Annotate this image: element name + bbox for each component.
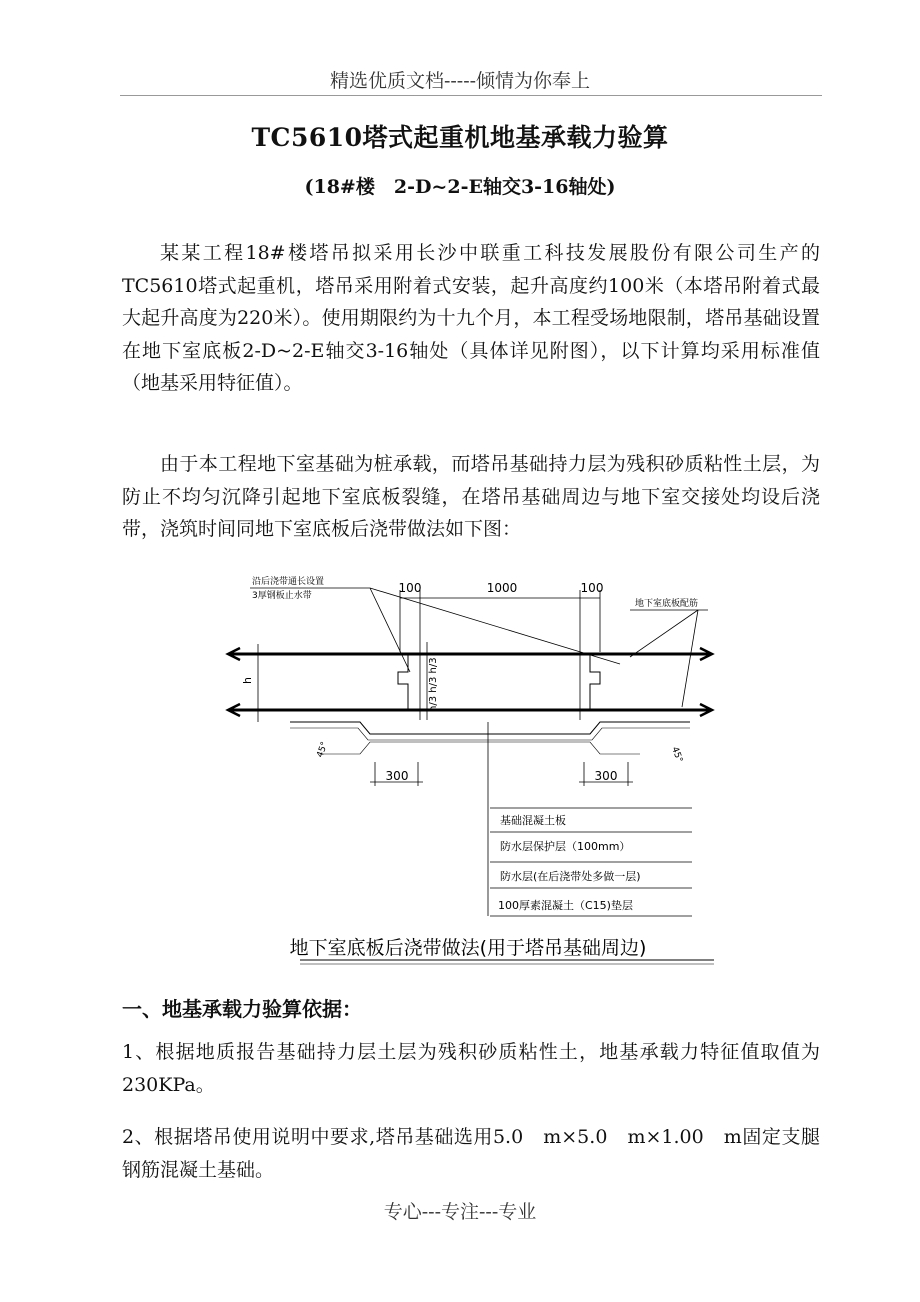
layer-protection: 防水层保护层（100mm） [500, 840, 631, 853]
dim-top-left: 100 [398, 581, 422, 595]
dim-bottom-left: 300 [385, 769, 409, 783]
dim-bottom-right: 300 [594, 769, 618, 783]
header-divider [120, 95, 822, 96]
layer-slab: 基础混凝土板 [500, 814, 566, 827]
intro-paragraph: 某某工程18#楼塔吊拟采用长沙中联重工科技发展股份有限公司生产的TC5610塔式起重机，塔吊采用附着式安装，起升高度约100米（本塔吊附着式最大起升高度为220米）。使用期限约为十九个月，本工程受场地限制，塔吊基础设置在地下室底板2-D~2-E轴交3-16轴处（具体详见附图），以下计算均采用标准值（地基采用特征值）。 [122, 242, 820, 394]
dim-h3: h/3 h/3 h/3 [428, 657, 439, 712]
page-footer: 专心---专注---专业 [383, 1201, 537, 1223]
post-pour-paragraph: 由于本工程地下室基础为桩承载，而塔吊基础持力层为残积砂质粘性土层，为防止不均匀沉降引起地下室底板裂缝，在塔吊基础周边与地下室交接处均设后浇带，浇筑时间同地下室底板后浇带做法如下图： [122, 453, 820, 540]
section-heading: 一、地基承载力验算依据： [122, 997, 362, 1021]
document-subtitle: (18#楼 2-D~2-E轴交3-16轴处) [304, 176, 616, 198]
basis-item-1: 1、根据地质报告基础持力层土层为残积砂质粘性土，地基承载力特征值取值为230KPa。 [122, 1041, 820, 1096]
dim-top-center: 1000 [486, 581, 518, 595]
layer-waterproof: 防水层(在后浇带处多做一层) [500, 870, 641, 883]
post-pour-strip-diagram [220, 572, 720, 972]
page-header: 精选优质文档-----倾情为你奉上 [329, 70, 591, 92]
angle-left: 45° [315, 740, 331, 760]
dim-top-right: 100 [580, 581, 604, 595]
waterstop-label-2: 3厚钢板止水带 [252, 591, 312, 601]
dim-h: h [241, 677, 254, 684]
figure-caption: 地下室底板后浇带做法(用于塔吊基础周边) [289, 937, 647, 959]
angle-right: 45° [669, 745, 685, 765]
waterstop-label-1: 沿后浇带通长设置 [252, 577, 325, 587]
layer-cushion: 100厚素混凝土（C15)垫层 [498, 899, 633, 912]
basis-item-2: 2、根据塔吊使用说明中要求,塔吊基础选用5.0 m×5.0 m×1.00 m固定支腿钢筋混凝土基础。 [122, 1126, 820, 1181]
document-title: TC5610塔式起重机地基承载力验算 [251, 123, 669, 152]
slab-rebar-label: 地下室底板配筋 [634, 599, 698, 609]
